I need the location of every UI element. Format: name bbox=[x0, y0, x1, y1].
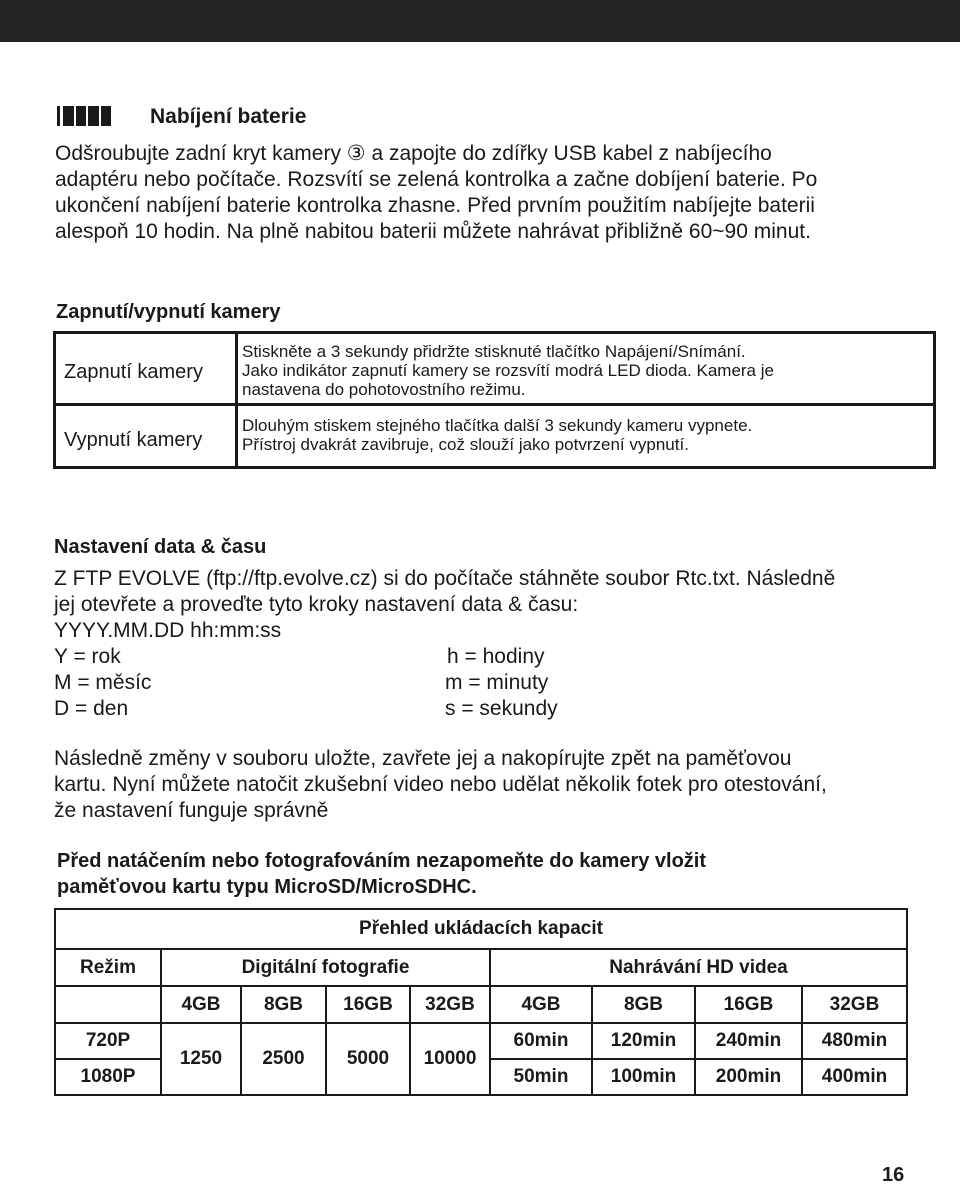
video-header: Nahrávání HD videa bbox=[490, 949, 907, 986]
power-on-line-2: Jako indikátor zapnutí kamery se rozsvítí modrá LED dioda. Kamera je bbox=[242, 361, 774, 380]
video-720p-32gb: 480min bbox=[802, 1023, 907, 1059]
photo-count-4gb: 1250 bbox=[161, 1023, 241, 1095]
mode-header: Režim bbox=[55, 949, 161, 986]
datetime-after-2: kartu. Nyní můžete natočit zkušební video nebo udělat několik fotek pro otestování, bbox=[54, 773, 827, 796]
capacity-title: Přehled ukládacích kapacit bbox=[55, 909, 907, 949]
mode-720p: 720P bbox=[55, 1023, 161, 1059]
video-720p-8gb: 120min bbox=[592, 1023, 695, 1059]
power-heading: Zapnutí/vypnutí kamery bbox=[56, 301, 281, 323]
datetime-line-2: jej otevřete a proveďte tyto kroky nastavení data & času: bbox=[54, 593, 579, 616]
datetime-format: YYYY.MM.DD hh:mm:ss bbox=[54, 619, 282, 642]
legend-hour: h = hodiny bbox=[447, 645, 545, 668]
photo-size-32gb: 32GB bbox=[410, 986, 490, 1023]
battery-line-3: ukončení nabíjení baterie kontrolka zhasne. Před prvním použitím nabíjejte baterii bbox=[55, 194, 815, 217]
photo-count-16gb: 5000 bbox=[326, 1023, 410, 1095]
photo-size-8gb: 8GB bbox=[241, 986, 326, 1023]
video-size-8gb: 8GB bbox=[592, 986, 695, 1023]
video-size-16gb: 16GB bbox=[695, 986, 802, 1023]
power-off-line-2: Přístroj dvakrát zavibruje, což slouží jako potvrzení vypnutí. bbox=[242, 435, 689, 454]
legend-day: D = den bbox=[54, 697, 129, 720]
datetime-after-3: že nastavení funguje správně bbox=[54, 799, 329, 822]
photo-header: Digitální fotografie bbox=[161, 949, 490, 986]
battery-line-2: adaptéru nebo počítače. Rozsvítí se zelená kontrolka a začne dobíjení baterie. Po bbox=[55, 168, 818, 191]
legend-year: Y = rok bbox=[54, 645, 121, 668]
datetime-line-1: Z FTP EVOLVE (ftp://ftp.evolve.cz) si do počítače stáhněte soubor Rtc.txt. Následně bbox=[54, 567, 836, 590]
legend-month: M = měsíc bbox=[54, 671, 152, 694]
battery-line-1: Odšroubujte zadní kryt kamery ③ a zapojte do zdířky USB kabel z nabíjecího bbox=[55, 142, 772, 165]
legend-second: s = sekundy bbox=[445, 697, 558, 720]
memory-card-note-2: paměťovou kartu typu MicroSD/MicroSDHC. bbox=[57, 876, 477, 898]
photo-size-16gb: 16GB bbox=[326, 986, 410, 1023]
power-on-label: Zapnutí kamery bbox=[64, 361, 203, 383]
video-720p-16gb: 240min bbox=[695, 1023, 802, 1059]
video-size-32gb: 32GB bbox=[802, 986, 907, 1023]
video-1080p-8gb: 100min bbox=[592, 1059, 695, 1095]
empty-cell bbox=[55, 986, 161, 1023]
memory-card-note-1: Před natáčením nebo fotografováním nezapomeňte do kamery vložit bbox=[57, 850, 707, 872]
power-on-line-3: nastavena do pohotovostního režimu. bbox=[242, 380, 526, 399]
battery-line-4: alespoň 10 hodin. Na plně nabitou baterii můžete nahrávat přibližně 60~90 minut. bbox=[55, 220, 811, 243]
video-1080p-16gb: 200min bbox=[695, 1059, 802, 1095]
video-720p-4gb: 60min bbox=[490, 1023, 592, 1059]
legend-minute: m = minuty bbox=[445, 671, 549, 694]
power-off-label: Vypnutí kamery bbox=[64, 429, 203, 451]
video-1080p-4gb: 50min bbox=[490, 1059, 592, 1095]
datetime-after-1: Následně změny v souboru uložte, zavřete jej a nakopírujte zpět na paměťovou bbox=[54, 747, 792, 770]
capacity-table bbox=[54, 908, 908, 1096]
video-size-4gb: 4GB bbox=[490, 986, 592, 1023]
power-off-line-1: Dlouhým stiskem stejného tlačítka další 3 sekundy kameru vypnete. bbox=[242, 416, 753, 435]
top-bar bbox=[0, 0, 960, 42]
battery-icon bbox=[57, 106, 111, 126]
battery-heading: Nabíjení baterie bbox=[150, 105, 307, 128]
power-on-line-1: Stiskněte a 3 sekundy přidržte stisknuté tlačítko Napájení/Snímání. bbox=[242, 342, 746, 361]
datetime-heading: Nastavení data & času bbox=[54, 536, 267, 558]
photo-count-32gb: 10000 bbox=[410, 1023, 490, 1095]
power-table bbox=[53, 331, 936, 469]
video-1080p-32gb: 400min bbox=[802, 1059, 907, 1095]
page-number: 16 bbox=[882, 1164, 905, 1186]
photo-size-4gb: 4GB bbox=[161, 986, 241, 1023]
photo-count-8gb: 2500 bbox=[241, 1023, 326, 1095]
mode-1080p: 1080P bbox=[55, 1059, 161, 1095]
